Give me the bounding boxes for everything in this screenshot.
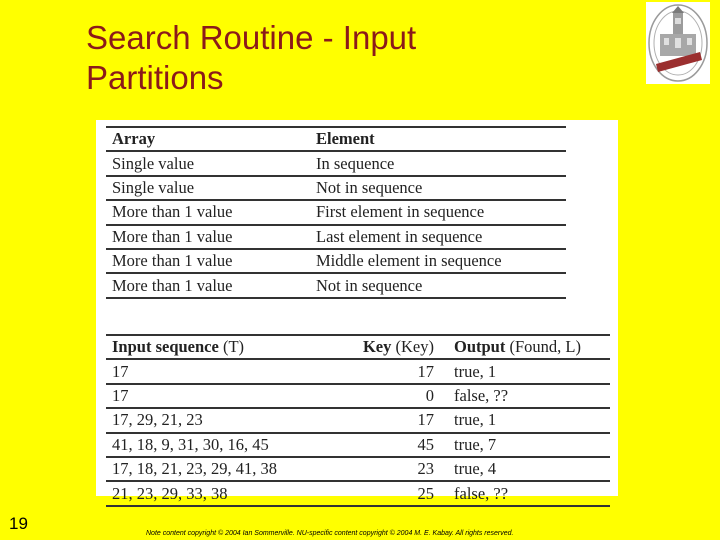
element-cell: First element in sequence xyxy=(310,200,566,224)
page-number: 19 xyxy=(9,514,28,533)
key-cell: 45 xyxy=(340,433,434,457)
copyright-footer: Note content copyright © 2004 Ian Sommerville. NU-specific content copyright © 2004 M. E. Kabay. All rights reserved. xyxy=(146,530,514,537)
input-sequence-cell: 17, 18, 21, 23, 29, 41, 38 xyxy=(106,457,340,481)
key-cell: 17 xyxy=(340,408,434,432)
table-row xyxy=(106,249,566,273)
university-seal-icon xyxy=(646,2,710,84)
array-cell: Single value xyxy=(106,176,310,200)
element-cell: In sequence xyxy=(310,151,566,175)
table-row xyxy=(106,225,566,249)
title-line-2: Partitions xyxy=(86,59,224,96)
input-sequence-cell: 17, 29, 21, 23 xyxy=(106,408,340,432)
table-row xyxy=(106,200,566,224)
element-cell: Middle element in sequence xyxy=(310,249,566,273)
output-cell: true, 1 xyxy=(434,359,610,383)
element-cell: Last element in sequence xyxy=(310,225,566,249)
key-cell: 23 xyxy=(340,457,434,481)
slide-title xyxy=(86,18,506,98)
input-partitions-table xyxy=(106,126,566,299)
column-header-input-sequence: Input sequence (T) xyxy=(106,335,340,359)
output-cell: false, ?? xyxy=(434,481,610,505)
table-row xyxy=(106,384,610,408)
array-cell: More than 1 value xyxy=(106,225,310,249)
key-cell: 0 xyxy=(340,384,434,408)
column-header-key: Key (Key) xyxy=(340,335,434,359)
table-row xyxy=(106,433,610,457)
table-row xyxy=(106,151,566,175)
element-cell: Not in sequence xyxy=(310,273,566,297)
table-header-row xyxy=(106,127,566,151)
table-row xyxy=(106,359,610,383)
output-cell: true, 4 xyxy=(434,457,610,481)
array-cell: Single value xyxy=(106,151,310,175)
output-cell: false, ?? xyxy=(434,384,610,408)
element-cell: Not in sequence xyxy=(310,176,566,200)
output-cell: true, 7 xyxy=(434,433,610,457)
table-row xyxy=(106,481,610,505)
table-row xyxy=(106,176,566,200)
input-sequence-cell: 41, 18, 9, 31, 30, 16, 45 xyxy=(106,433,340,457)
test-cases-table xyxy=(106,334,610,507)
table-row xyxy=(106,273,566,297)
column-header-array: Array xyxy=(106,127,310,151)
array-cell: More than 1 value xyxy=(106,249,310,273)
input-sequence-cell: 21, 23, 29, 33, 38 xyxy=(106,481,340,505)
array-cell: More than 1 value xyxy=(106,273,310,297)
title-line-1: Search Routine - Input xyxy=(86,19,417,56)
array-cell: More than 1 value xyxy=(106,200,310,224)
output-cell: true, 1 xyxy=(434,408,610,432)
column-header-output: Output (Found, L) xyxy=(434,335,610,359)
input-sequence-cell: 17 xyxy=(106,359,340,383)
table-header-row xyxy=(106,335,610,359)
tables-panel xyxy=(96,120,618,503)
input-sequence-cell: 17 xyxy=(106,384,340,408)
key-cell: 25 xyxy=(340,481,434,505)
key-cell: 17 xyxy=(340,359,434,383)
table-row xyxy=(106,457,610,481)
table-row xyxy=(106,408,610,432)
column-header-element: Element xyxy=(310,127,566,151)
